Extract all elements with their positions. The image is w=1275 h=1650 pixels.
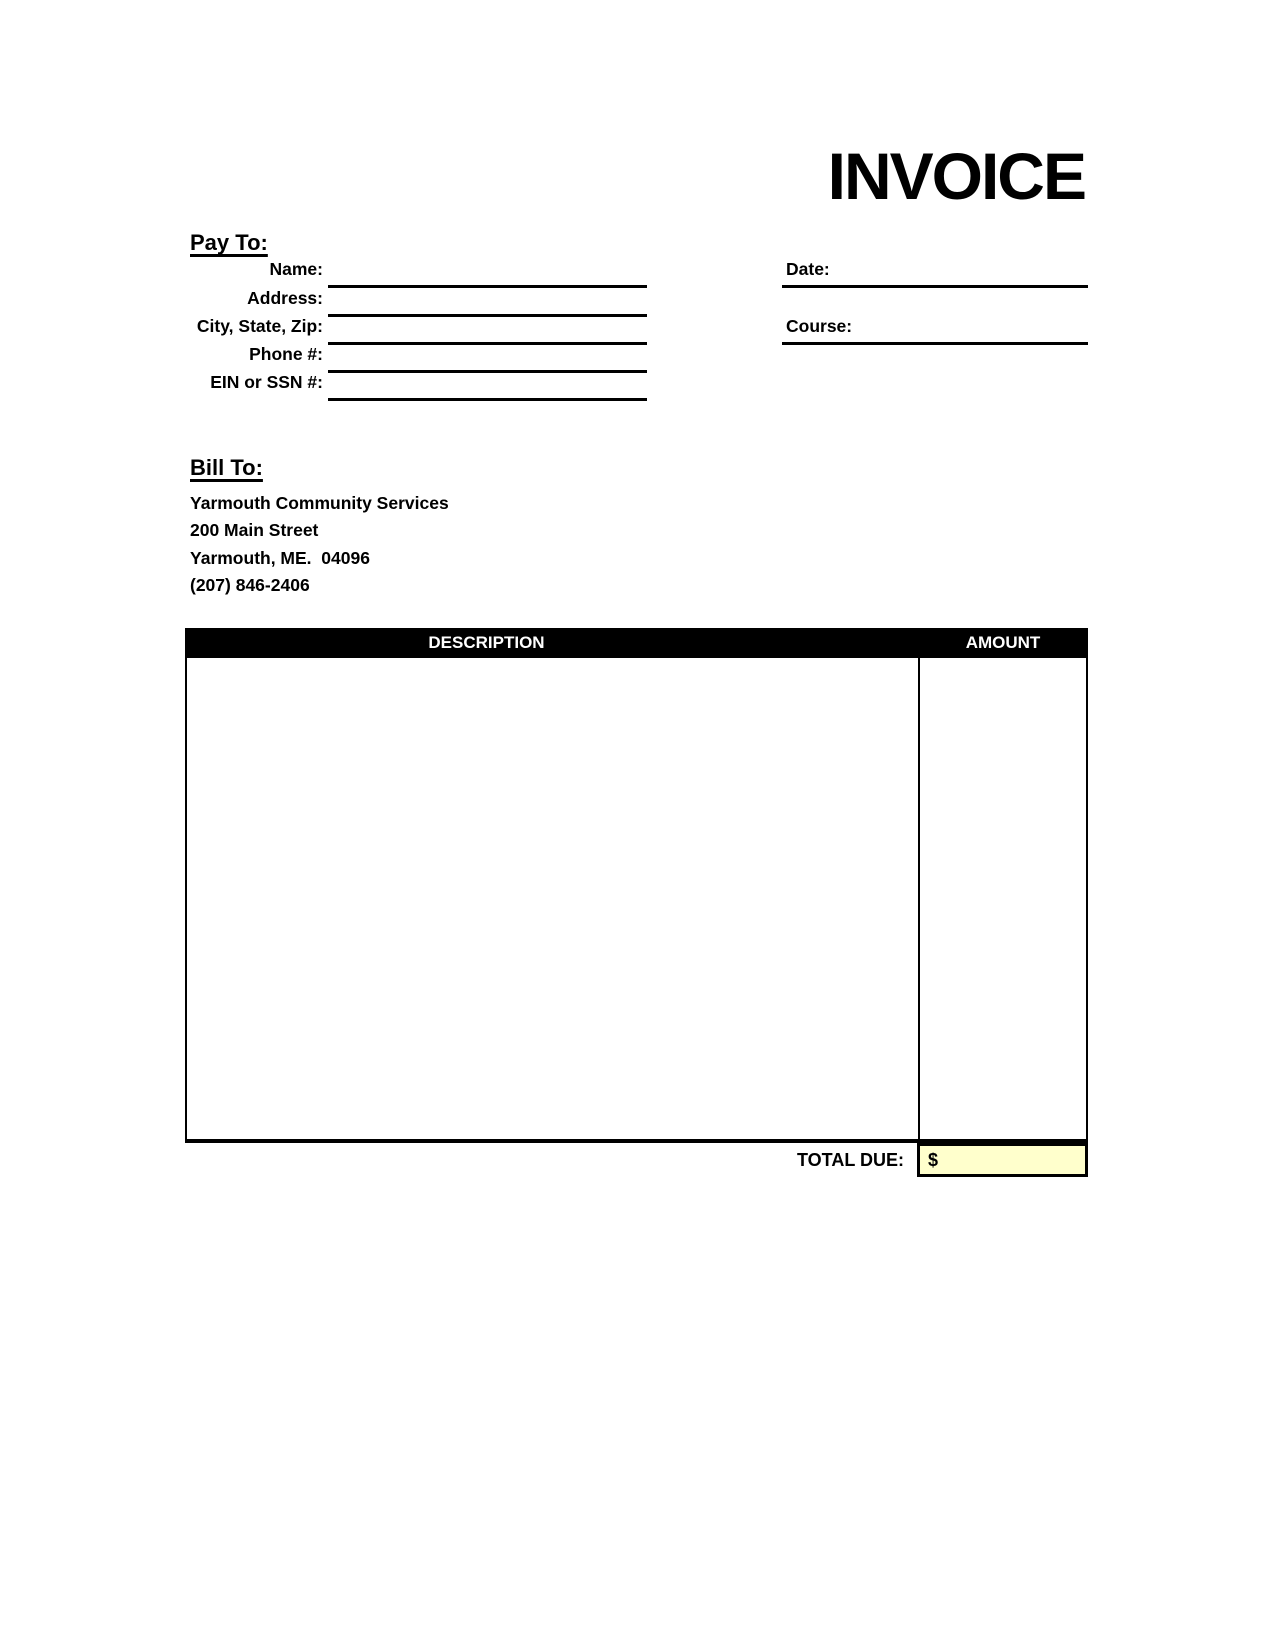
name-field-line[interactable] [328, 285, 647, 288]
date-field-line[interactable] [782, 260, 1088, 288]
amount-column-body[interactable] [918, 658, 1086, 1139]
address-field-line[interactable] [328, 314, 647, 317]
phone-field-label: Phone #: [249, 344, 323, 365]
total-amount-cell[interactable] [917, 1143, 1088, 1177]
date-field-label: Date: [786, 259, 830, 280]
currency-symbol: $ [928, 1149, 939, 1170]
line-items-table [185, 628, 1088, 1177]
phone-field-line[interactable] [328, 370, 647, 373]
bill-to-city-state-zip: Yarmouth, ME. 04096 [190, 547, 370, 568]
pay-to-fields [148, 260, 647, 401]
pay-to-field-row [148, 317, 647, 345]
total-due-label: TOTAL DUE: [797, 1149, 904, 1170]
name-field-label: Name: [269, 259, 323, 280]
ein-ssn-field-label: EIN or SSN #: [210, 372, 323, 393]
city-state-zip-field-line[interactable] [328, 342, 647, 345]
bill-to-phone: (207) 846-2406 [190, 574, 310, 595]
course-field-label: Course: [786, 315, 853, 336]
pay-to-field-row [148, 260, 647, 288]
bill-to-block [190, 490, 449, 599]
bill-to-heading: Bill To: [190, 455, 263, 480]
course-field-line[interactable] [782, 317, 1088, 345]
amount-column-header: AMOUNT [965, 633, 1041, 652]
pay-to-field-row [148, 288, 647, 316]
table-body [185, 658, 1088, 1143]
meta-fields [782, 260, 1088, 345]
invoice-title: INVOICE [827, 139, 1085, 213]
bill-to-street: 200 Main Street [190, 520, 319, 541]
description-column-body[interactable] [187, 658, 918, 1139]
city-state-zip-field-label: City, State, Zip: [196, 315, 323, 336]
description-column-header: DESCRIPTION [428, 633, 545, 652]
pay-to-field-row [148, 345, 647, 373]
pay-to-heading: Pay To: [190, 230, 268, 255]
address-field-label: Address: [247, 287, 323, 308]
ein-ssn-field-line[interactable] [328, 398, 647, 401]
table-header-row [185, 628, 1088, 658]
total-due-row [185, 1143, 1088, 1177]
bill-to-name: Yarmouth Community Services [190, 493, 449, 513]
pay-to-field-row [148, 373, 647, 401]
